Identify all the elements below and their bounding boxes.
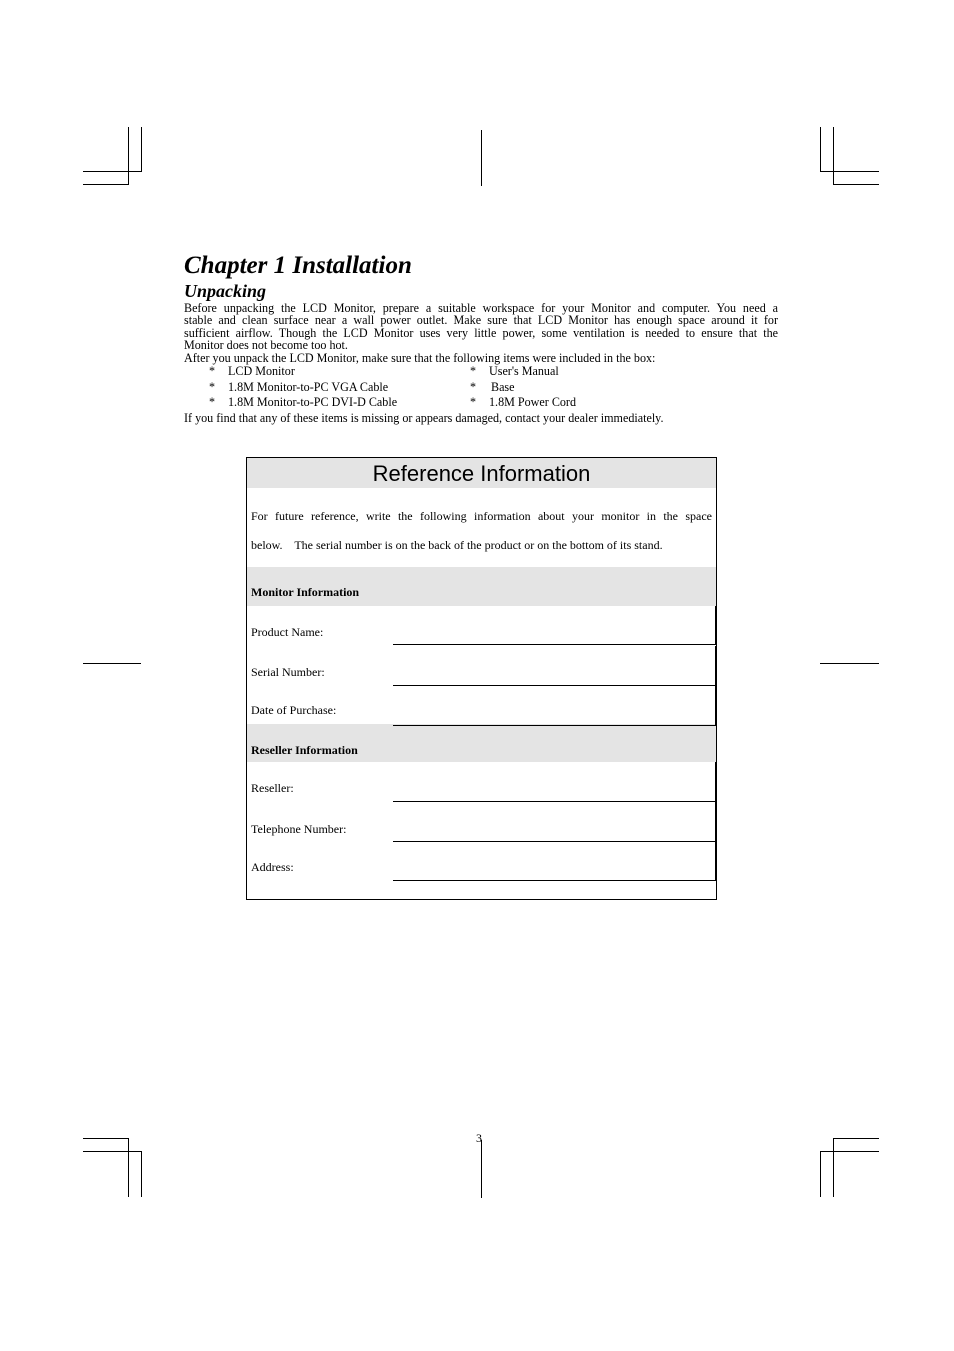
reference-intro <box>247 488 716 555</box>
box-items-list <box>184 364 778 411</box>
bullet: * <box>470 395 477 410</box>
list-item: * User's Manual <box>470 364 559 379</box>
bullet: * <box>209 395 216 410</box>
crop-mark <box>833 1138 879 1139</box>
crop-mark <box>83 663 141 664</box>
crop-mark <box>83 1138 129 1139</box>
form-row-reseller <box>247 762 716 802</box>
field-label: Telephone Number: <box>251 821 347 836</box>
crop-mark <box>141 1151 142 1197</box>
bullet: * <box>470 364 477 379</box>
reference-information-box <box>246 457 717 900</box>
crop-mark <box>833 184 879 185</box>
cell-border <box>715 646 716 685</box>
bullet: * <box>470 379 477 394</box>
crop-mark <box>128 127 129 185</box>
crop-mark <box>481 130 482 186</box>
reference-intro-line: below. The serial number is on the back of the product or on the bottom of its stand. <box>251 538 663 552</box>
write-in-line[interactable] <box>393 725 716 726</box>
crop-mark <box>481 1140 482 1198</box>
field-label: Reseller: <box>251 781 294 795</box>
crop-mark <box>820 663 879 664</box>
cell-border <box>715 685 716 725</box>
form-row-serial-number <box>247 646 716 686</box>
crop-mark <box>833 127 834 185</box>
intro-paragraph <box>184 302 778 352</box>
intro-line: stable and clean surface near a wall power outlet. Make sure that LCD Monitor has enough space around it for <box>184 313 778 328</box>
intro-line: sufficient airflow. Though the LCD Monitor uses very little power, some ventilation is needed to ensure that the <box>184 325 778 340</box>
reference-intro-line: For future reference, write the following information about your monitor in the space <box>251 509 712 523</box>
crop-mark <box>820 171 879 172</box>
list-item: * 1.8M Power Cord <box>470 395 577 410</box>
crop-mark <box>141 127 142 172</box>
reference-title: Reference Information <box>247 458 716 488</box>
bullet: * <box>209 379 216 394</box>
monitor-information-header: Monitor Information <box>247 567 716 606</box>
form-row-date-of-purchase <box>247 685 716 725</box>
cell-border <box>715 606 716 645</box>
section-title: Unpacking <box>184 281 267 301</box>
field-label: Address: <box>251 860 294 874</box>
intro-line: Before unpacking the LCD Monitor, prepare a suitable workspace for your Monitor and computer. You need a <box>184 301 778 315</box>
field-label: Date of Purchase: <box>251 703 337 717</box>
list-item: * 1.8M Monitor-to-PC DVI-D Cable <box>209 395 398 410</box>
write-in-line[interactable] <box>393 880 716 881</box>
field-label: Product Name: <box>251 625 324 639</box>
field-label: Serial Number: <box>251 664 325 679</box>
crop-mark <box>83 184 129 185</box>
missing-note: If you find that any of these items is missing or appears damaged, contact your dealer immediately. <box>184 411 664 425</box>
crop-mark <box>83 171 141 172</box>
crop-mark <box>820 1151 821 1197</box>
form-row-telephone-number <box>247 802 716 842</box>
crop-mark <box>833 1138 834 1197</box>
intro-line: Monitor does not become too hot. <box>184 338 348 353</box>
crop-mark <box>83 1151 141 1152</box>
reseller-information-header: Reseller Information <box>247 724 716 762</box>
cell-border <box>715 841 716 881</box>
crop-mark <box>820 127 821 172</box>
form-row-product-name <box>247 606 716 646</box>
unpacking-body <box>184 301 778 425</box>
bullet: * <box>209 364 216 379</box>
list-item: * 1.8M Monitor-to-PC VGA Cable <box>209 379 389 394</box>
cell-border <box>715 762 716 801</box>
cell-border <box>715 802 716 841</box>
after-unpack-text: After you unpack the LCD Monitor, make sure that the following items were included in the box: <box>184 350 656 365</box>
list-item: * Base <box>470 379 515 394</box>
crop-mark <box>128 1138 129 1197</box>
page-number: 3 <box>476 1131 482 1145</box>
chapter-title: Chapter 1 Installation <box>184 252 412 279</box>
form-row-address <box>247 841 716 881</box>
crop-mark <box>820 1151 879 1152</box>
list-item: * LCD Monitor <box>209 364 295 379</box>
